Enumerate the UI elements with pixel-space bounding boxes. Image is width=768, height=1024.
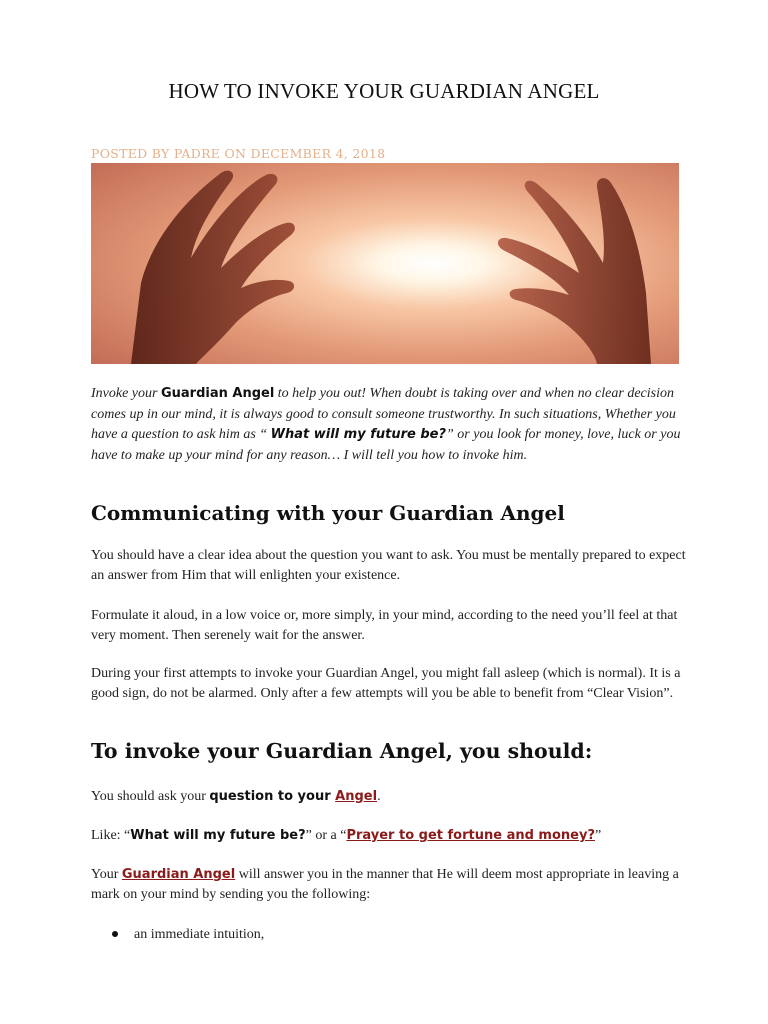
bullet-icon — [112, 931, 118, 937]
paragraph-clear-idea: You should have a clear idea about the question you want to ask. You must be mentally prepared to expect an answer from Him that will enlighten your existence. — [91, 548, 686, 583]
paragraph-answer — [91, 865, 691, 905]
angel-link[interactable]: Angel — [335, 789, 378, 804]
intro-guardian-angel-bold: Guardian Angel — [160, 386, 275, 401]
heading-communicating: Communicating with your Guardian Angel — [91, 501, 565, 525]
intro-text-1: Invoke your — [91, 386, 161, 401]
post-meta: POSTED BY PADRE ON DECEMBER 4, 2018 — [91, 146, 386, 161]
intro-question-bold: What will my future be? — [270, 427, 447, 442]
p6-text-1: Your — [91, 867, 122, 882]
intro-paragraph — [91, 384, 691, 466]
paragraph-first-attempts: During your first attempts to invoke your Guardian Angel, you might fall asleep (which is normal). It is a good sign, do not be alarmed. Only after a few attempts will you be able to benefit from “Clear Vision”. — [91, 666, 681, 701]
p6-text-2: will answer you in the manner that He will deem most appropriate in leaving a mark on your mind by sending you the following: — [91, 867, 679, 902]
paragraph-formulate: Formulate it aloud, in a low voice or, more simply, in your mind, according to the need you’ll feel at that very moment. Then serenely wait for the answer. — [91, 608, 678, 643]
p5-bold: What will my future be? — [130, 828, 306, 843]
page-title: HOW TO INVOKE YOUR GUARDIAN ANGEL — [168, 79, 600, 103]
list-item — [112, 927, 264, 943]
p4-text-1: You should ask your — [91, 789, 210, 804]
intro-text-3: ” or you look for money, love, luck or you have to make up your mind for any reason… I will tell you how to invoke him. — [91, 427, 681, 463]
intro-text-2: to help you out! When doubt is taking over and when no clear decision comes up in our mind, it is always good to consult someone trustworthy. In such situations, Whether you have a question to ask him as “ — [91, 386, 676, 442]
p4-text-2: . — [377, 789, 381, 804]
hero-image-hands-sun — [91, 163, 679, 364]
p5-text-3: ” — [595, 828, 602, 843]
list-item-text: an immediate intuition, — [134, 927, 265, 942]
p4-bold: question to your — [209, 789, 336, 804]
heading-invoke: To invoke your Guardian Angel, you should: — [91, 739, 593, 763]
p5-text-2: ” or a “ — [305, 828, 347, 843]
p5-text-1: Like: “ — [91, 828, 131, 843]
prayer-fortune-link[interactable]: Prayer to get fortune and money? — [346, 828, 595, 843]
paragraph-like — [91, 826, 691, 846]
guardian-angel-link[interactable]: Guardian Angel — [121, 867, 236, 882]
hands-sunlight-illustration — [91, 163, 679, 364]
paragraph-ask-question — [91, 787, 691, 807]
